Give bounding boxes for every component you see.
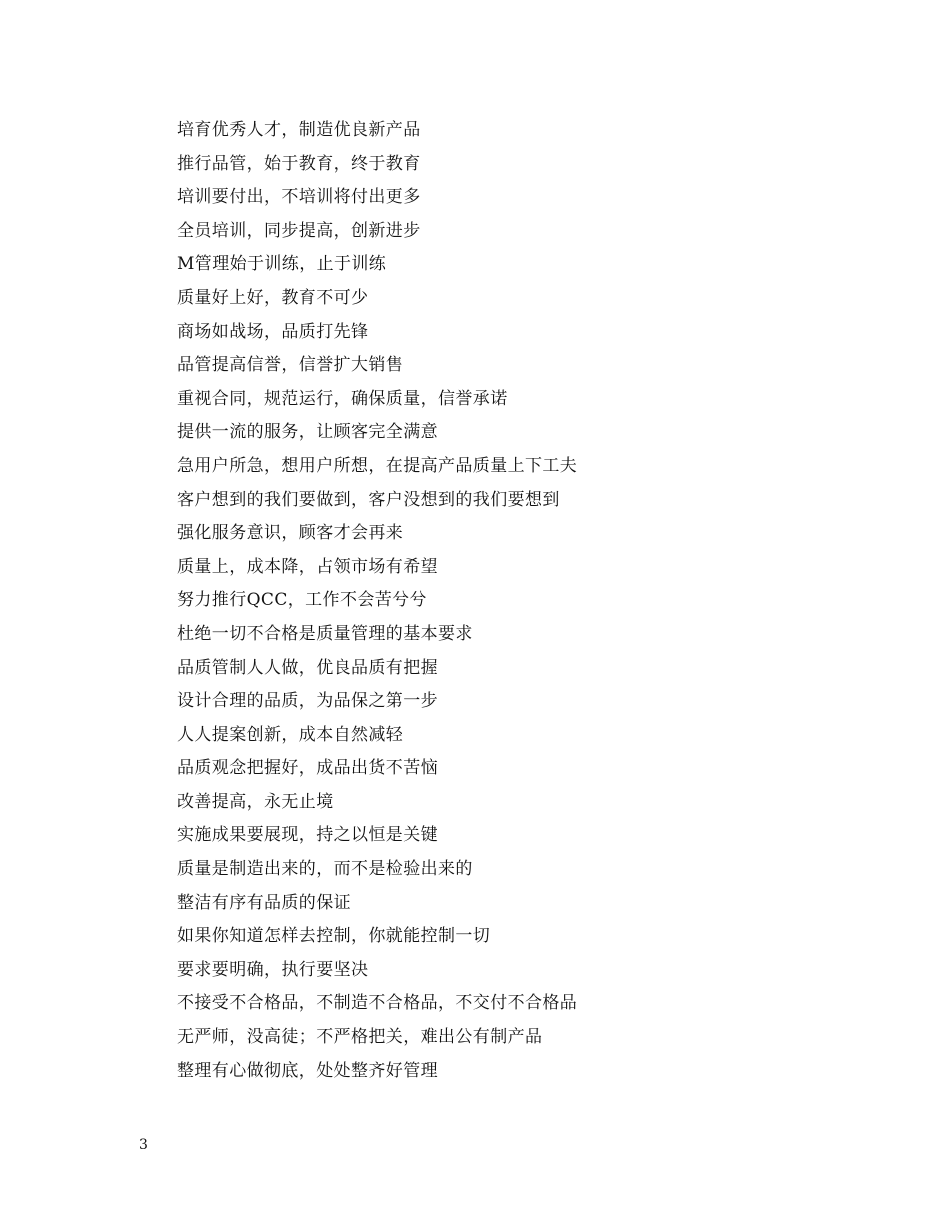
slogan-line: 品质观念把握好，成品出货不苦恼 [177,758,438,779]
slogan-line: 质量好上好，教育不可少 [177,287,369,308]
slogan-line: 品管提高信誉，信誉扩大销售 [177,355,404,376]
slogan-line: 提供一流的服务，让顾客完全满意 [177,422,438,443]
slogan-line: 培育优秀人才，制造优良新产品 [177,120,421,140]
slogan-line: 重视合同，规范运行，确保质量，信誉承诺 [177,388,508,409]
slogan-line: 不接受不合格品，不制造不合格品，不交付不合格品 [177,993,578,1014]
slogan-line: 杜绝一切不合格是质量管理的基本要求 [177,623,473,644]
slogan-line: 努力推行QCC，工作不会苦兮兮 [177,590,427,611]
slogan-line: 如果你知道怎样去控制，你就能控制一切 [177,926,491,947]
slogan-line: 改善提高，永无止境 [177,791,334,812]
slogan-line: 质量上，成本降，占领市场有希望 [177,556,438,577]
slogan-line: 品质管制人人做，优良品质有把握 [177,657,438,678]
slogan-line: 培训要付出，不培训将付出更多 [177,187,421,208]
slogan-line: 实施成果要展现，持之以恒是关键 [177,825,438,846]
slogan-line: 整理有心做彻底，处处整齐好管理 [177,1060,438,1081]
slogan-line: 客户想到的我们要做到，客户没想到的我们要想到 [177,489,560,510]
slogan-line: 强化服务意识，顾客才会再来 [177,523,404,544]
slogan-line: 急用户所急，想用户所想，在提高产品质量上下工夫 [177,455,578,476]
slogan-list [177,116,577,1090]
slogan-line: 商场如战场，品质打先锋 [177,321,369,342]
slogan-line: 要求要明确，执行要坚决 [177,959,369,980]
slogan-line: 推行品管，始于教育，终于教育 [177,153,421,174]
slogan-line: 人人提案创新，成本自然减轻 [177,724,404,745]
slogan-line: 全员培训，同步提高，创新进步 [177,220,421,241]
slogan-line: M管理始于训练，止于训练 [177,254,387,275]
slogan-line: 无严师，没高徒；不严格把关，难出公有制产品 [177,1027,543,1048]
slogan-line: 整洁有序有品质的保证 [177,892,351,913]
slogan-line: 质量是制造出来的，而不是检验出来的 [177,859,473,880]
slogan-line: 设计合理的品质，为品保之第一步 [177,691,438,712]
page-number: 3 [139,1137,148,1153]
